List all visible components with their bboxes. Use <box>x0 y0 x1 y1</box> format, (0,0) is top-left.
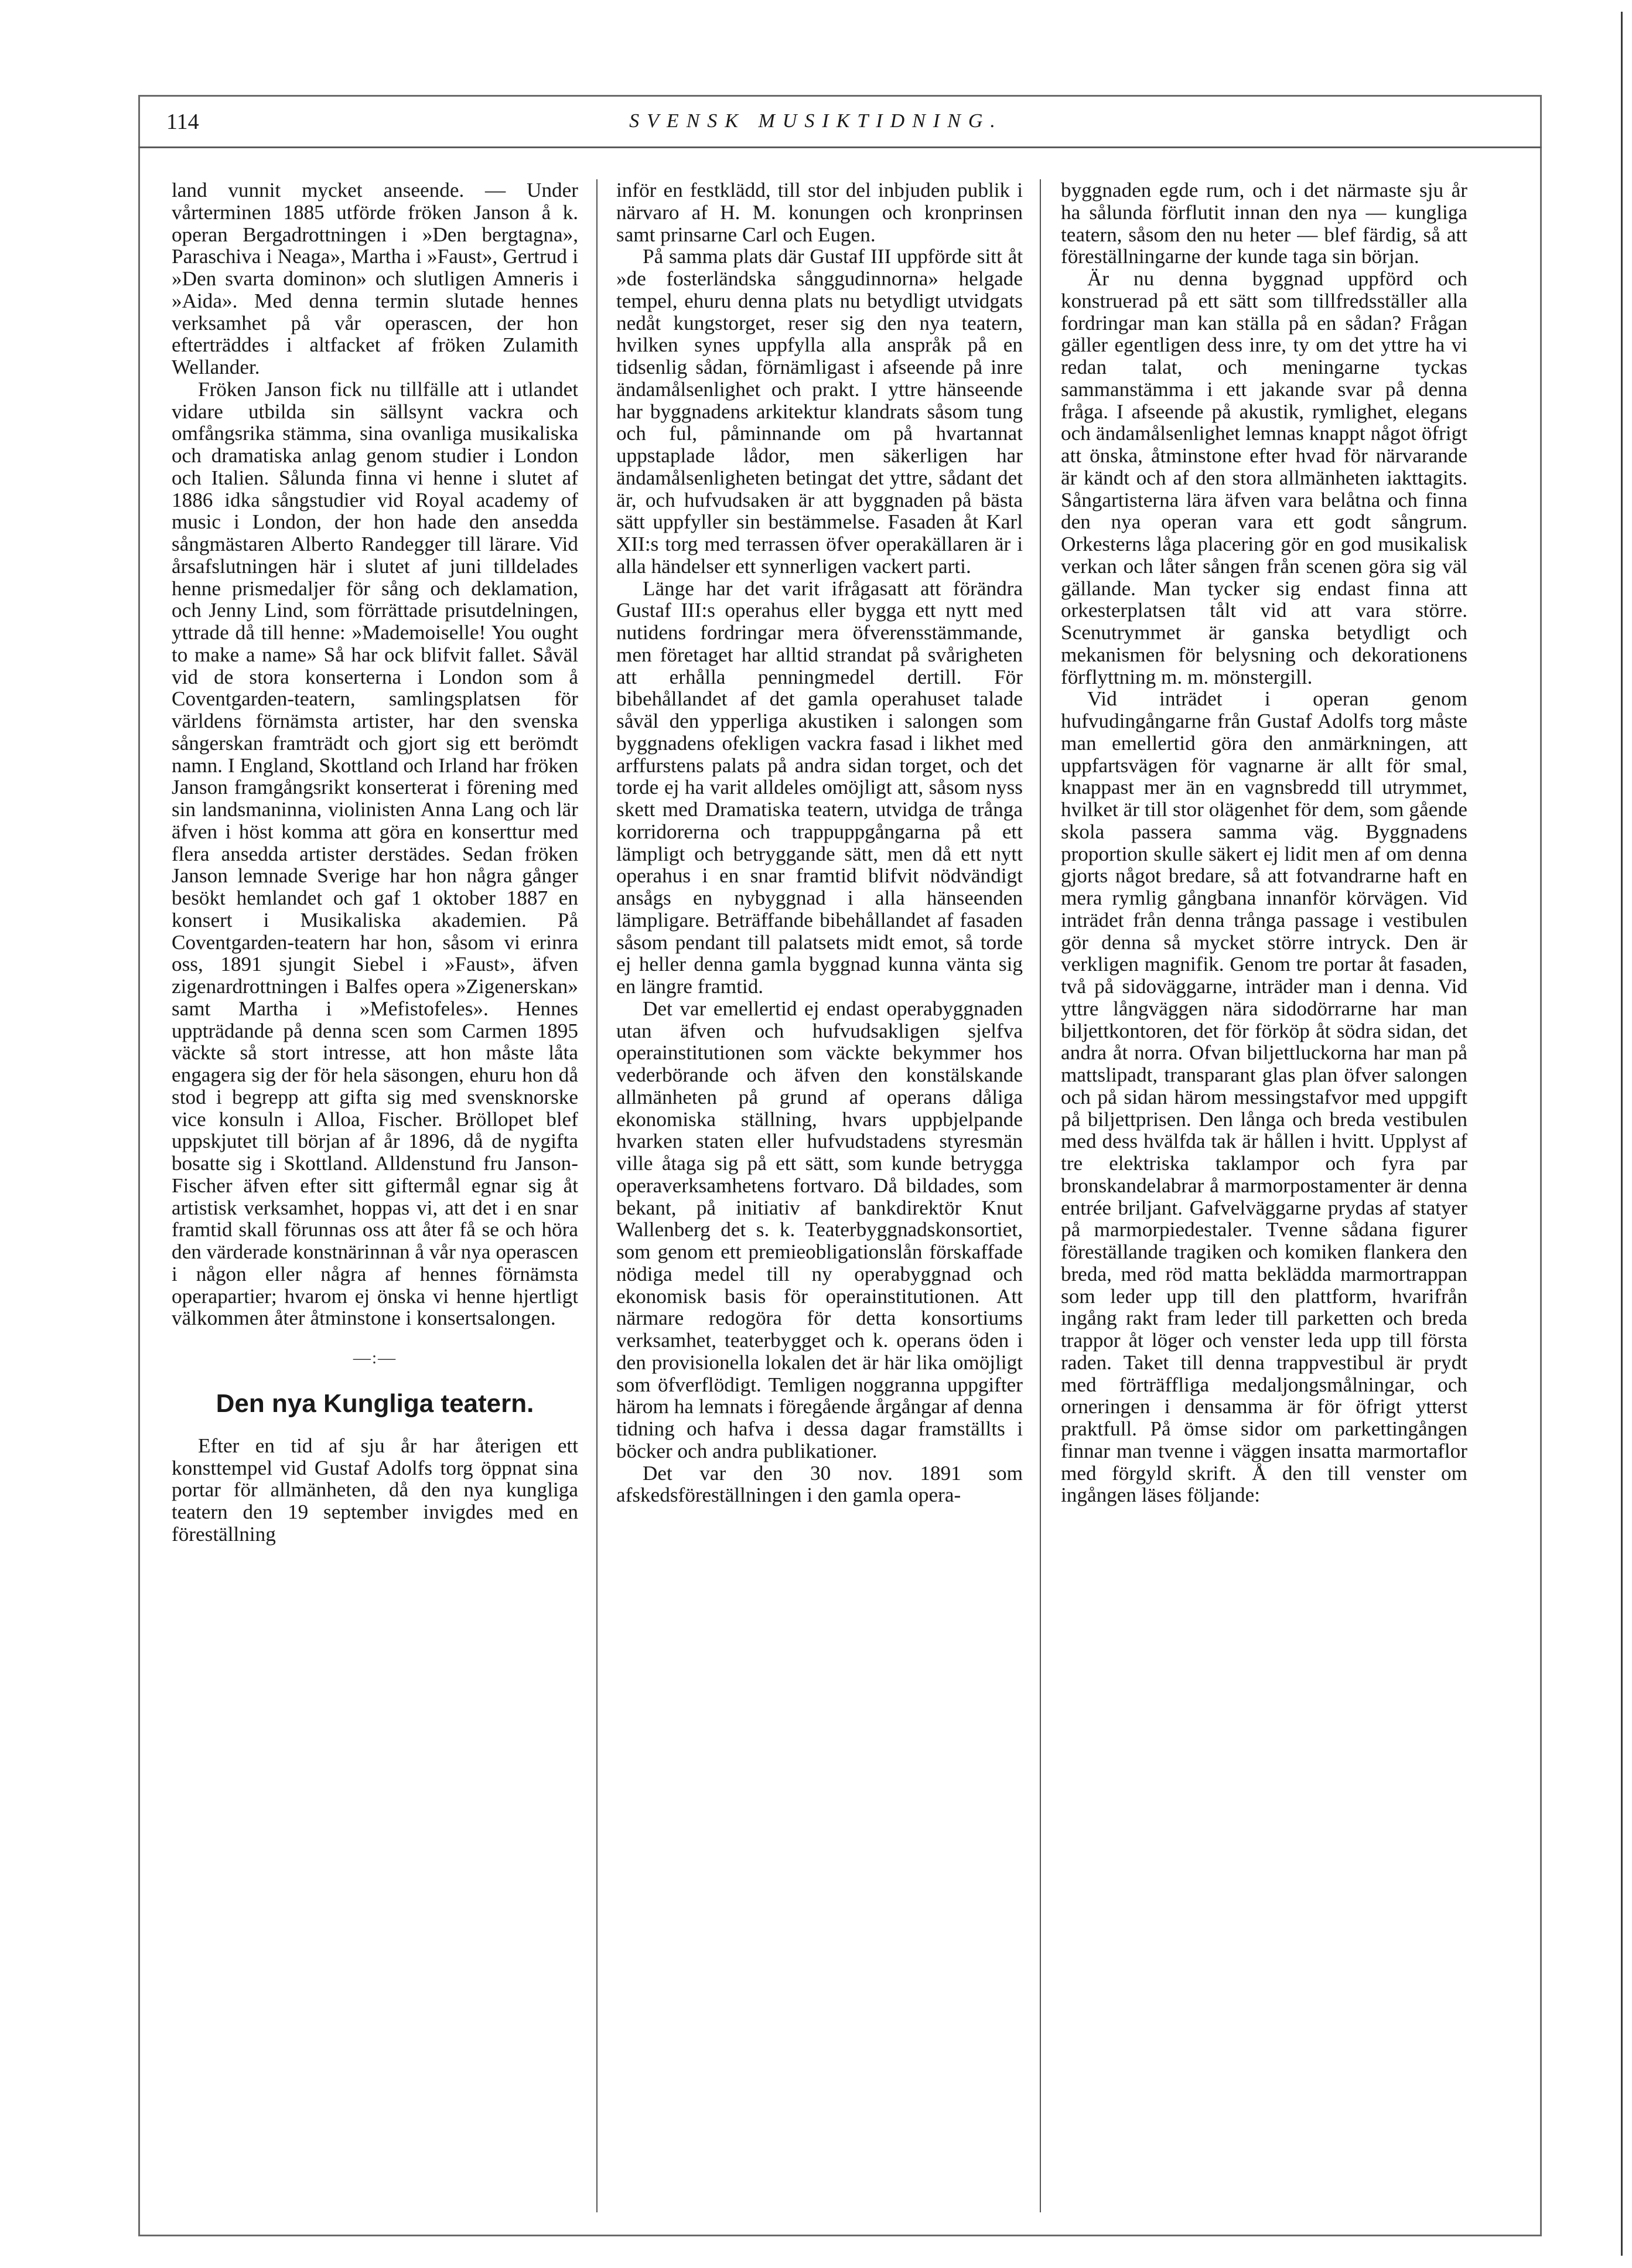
paragraph: inför en festklädd, till stor del inbjuden publik i närvaro af H. M. konungen och kronprinsen samt prinsarne Carl och Eugen. <box>616 179 1023 246</box>
column-rule <box>596 179 598 2212</box>
page-number: 114 <box>166 110 199 134</box>
article-title: Den nya Kungliga teatern. <box>216 1389 534 1418</box>
paragraph: Länge har det varit ifrågasatt att förändra Gustaf III:s operahus eller bygga ett nytt med nutidens fordringar mera öfverensstämmande, men företaget har alltid strandat på svårigheten att erhålla penningmedel dertill. För bibehållandet af det gamla operahuset talade såväl den ypperliga akustiken i salongen som byggnadens ofekligen vackra fasad i likhet med arffurstens palats på andra sidan torget, och det torde ej ha varit alldeles omöjligt att, såsom nyss skett med Dramatiska teatern, utvidga de trånga korridorerna och trappuppgångarna på ett lämpligt och betryggande sätt, men då ett nytt operahus i en snar framtid blifvit nödvändigt ansågs en nybyggnad i alla hänseenden lämpligare. Beträffande bibehållandet af fasaden såsom pendant till palatsets midt emot, så torde ej heller denna gamla byggnad kunna vänta sig en längre framtid. <box>616 577 1023 998</box>
column-2 <box>616 179 1023 1506</box>
header-rule <box>138 146 1542 148</box>
paragraph: Vid inträdet i operan genom hufvudingångarne från Gustaf Adolfs torg måste man emellertid göra den anmärkningen, att uppfartsvägen för vagnarne är allt för smal, knappast mer än en vagnsbredd till utrymmet, hvilket är till stor olägenhet för dem, som gående skola passera samma väg. Byggnadens proportion skulle säkert ej lidit men af om denna gjorts något bredare, så att fotvandrarne haft en mera rymlig gångbana innanför körvägen. Vid inträdet från denna trånga passage i vestibulen gör denna så mycket större intryck. Den är verkligen magnifik. Genom tre portar åt fasaden, två på sidoväggarne, inträder man i denna. Vid yttre långväggen nära sidodörrarne har man biljettkontoren, det för förköp åt södra sidan, det andra åt norra. Ofvan biljettluckorna har man på mattslipadt, transparant glas plan öfver salongen och på sidan härom messingstafvor med uppgift på biljettprisen. Den långa och breda vestibulen med dess hvälfda tak är hållen i hvitt. Upplyst af tre elektriska taklampor och fyra par bronskandelabrar å marmorpostamenter är denna entrée briljant. Gafvelväggarne prydas af statyer på marmorpiedestaler. Tvenne sådana figurer föreställande tragiken och komiken flankera den breda, med röd matta beklädda marmortrappan som leder upp till den plattform, hvarifrån ingång rakt fram leder till parketten och breda trappor åt löger och venster leda upp till första raden. Taket till denna trappvestibul är prydt med förträffliga medaljongsmålningar, och orneringen i densamma är för öfrigt ytterst praktfull. På ömse sidor om parkettingången finnar man tvenne i väggen insatta marmortaflor med förgyld skrift. Å den till venster om ingången läses följande: <box>1061 687 1467 1507</box>
column-1 <box>172 179 578 1546</box>
paragraph: Är nu denna byggnad uppförd och konstruerad på ett sätt som tillfredsställer alla fordringar man kan ställa på en sådan? Frågan gäller egentligen dess inre, ty om det yttre ha vi redan talat, och meningarne tyckas sammanstämma i ett jakande svar på denna fråga. I afseende på akustik, rymlighet, elegans och ändamålsenlighet lemnas knappt något öfrigt att önska, åtminstone efter hvad för närvarande är kändt och af den stora allmänheten iakttagits. Sångartisterna lära äfven vara belåtna och finna den nya operan vara ett godt sångrum. Orkesterns låga placering gör en god musikalisk verkan och låter sången från scenen göra sig väl gällande. Man tycker sig endast finna att orkesterplatsen tålt vid att vara större. Scenutrymmet är ganska betydligt och mekanismen för belysning och dekorationens förflyttning m. m. mönstergill. <box>1061 267 1467 688</box>
section-divider: —:— <box>353 1348 397 1367</box>
column-rule <box>1040 179 1041 2212</box>
paragraph: Fröken Janson fick nu tillfälle att i utlandet vidare utbilda sin sällsynt vackra och omfångsrika stämma, sina ovanliga musikaliska och dramatiska anlag genom studier i London och Italien. Sålunda finna vi henne i slutet af 1886 idka sångstudier vid Royal academy of music i London, der hon hade den ansedda sångmästaren Alberto Randegger till lärare. Vid årsafslutningen här i slutet af juni tilldelades henne prismedaljer för sång och deklamation, och Jenny Lind, som förrättade prisutdelningen, yttrade då till henne: »Mademoiselle! You ought to make a name» Så har ock blifvit fallet. Såväl vid de stora konserterna i London som å Coventgarden-teatern, samlingsplatsen för världens förnämsta artister, har den svenska sångerskan framträdt och gjort sig ett berömdt namn. I England, Skottland och Irland har fröken Janson framgångsrikt konserterat i förening med sin landsmaninna, violinisten Anna Lang och lär äfven i höst komma att göra en konserttur med flera ansedda artister derstädes. Sedan fröken Janson lemnade Sverige har hon några gånger besökt hemlandet och gaf 1 oktober 1887 en konsert i Musikaliska akademien. På Coventgarden-teatern har hon, såsom vi erinra oss, 1891 sjungit Siebel i »Faust», äfven zigenardrottningen i Balfes opera »Zigenerskan» samt Martha i »Mefistofeles». Hennes uppträdande på denna scen som Carmen 1895 väckte så stort intresse, att hon måste låta engagera sig der för hela säsongen, ehuru hon då stod i begrepp att gifta sig med svensknorske vice konsuln i Alloa, Fischer. Bröllopet blef uppskjutet till början af år 1896, då de nygifta bosatte sig i Skottland. Alldenstund fru Janson-Fischer äfven efter sitt giftermål egnar sig åt artistisk verksamhet, hoppas vi, att det i en snar framtid skall förunnas oss att åter få se och höra den värderade konstnärinnan å vår nya operascen i någon eller några af hennes förnämsta operapartier; hvarom ej önska vi henne hjertligt välkommen åter åtminstone i konsertsalongen. <box>172 377 578 1330</box>
paragraph: Det var den 30 nov. 1891 som afskedsföreställningen i den gamla opera- <box>616 1461 1023 1507</box>
page-edge-line <box>1621 12 1623 2256</box>
column-3 <box>1061 179 1467 1506</box>
paragraph: land vunnit mycket anseende. — Under vårterminen 1885 utförde fröken Janson å k. operan Bergadrottningen i »Den bergtagna», Paraschiva i Neaga», Martha i »Faust», Gertrud i »Den svarta dominon» och slutligen Amneris i »Aida». Med denna termin slutade hennes verksamhet på vår operascen, der hon efterträddes i altfacket af fröken Zulamith Wellander. <box>172 179 578 378</box>
running-title: SVENSK MUSIKTIDNING. <box>629 110 1003 132</box>
paragraph: byggnaden egde rum, och i det närmaste sju år ha sålunda förflutit innan den nya — kungliga teatern, såsom den nu heter — blef färdig, så att föreställningarne der kunde taga sin början. <box>1061 179 1467 268</box>
paragraph: Efter en tid af sju år har återigen ett konsttempel vid Gustaf Adolfs torg öppnat sina portar för allmänheten, då den nya kungliga teatern den 19 september invigdes med en föreställning <box>172 1434 578 1546</box>
paragraph: Det var emellertid ej endast operabyggnaden utan äfven och hufvudsakligen sjelfva operainstitutionen som väckte bekymmer hos vederbörande och äfven den konstälskande allmänheten på grund af operans dåliga ekonomiska ställning, hvars uppbjelpande hvarken staten eller hufvudstadens styresmän ville åtaga sig på ett sätt, som kunde betrygga operaverksamhetens fortvaro. Då bildades, som bekant, på initiativ af bankdirektör Knut Wallenberg det s. k. Teaterbyggnadskonsortiet, som genom ett premieobligationslån förskaffade nödiga medel till ny operabyggnad och ekonomisk basis för operainstitutionen. Att närmare redogöra för detta konsortiums verksamhet, teaterbygget och k. operans öden i den provisionella lokalen det är här lika omöjligt som öfverflödigt. Temligen noggranna uppgifter härom ha lemnats i föregående årgångar af denna tidning och hafva i dessa dagar framställts i böcker och andra publikationer. <box>616 997 1023 1462</box>
paragraph: På samma plats där Gustaf III uppförde sitt åt »de fosterländska sånggudinnorna» helgade tempel, ehuru denna plats nu betydligt utvidgats nedåt kungstorget, reser sig den nya teatern, hvilken synes uppfylla alla anspråk på en tidsenlig sådan, förnämligast i afseende på inre ändamålsenlighet och prakt. I yttre hänseende har byggnadens arkitektur klandrats såsom tung och ful, påminnande om på hvartannat uppstaplade lådor, men säkerligen har ändamålsenligheten betingat det yttre, sådant det är, och hufvudsaken är att byggnaden på bästa sätt uppfyller sin bestämmelse. Fasaden åt Karl XII:s torg med terrassen öfver operakällaren är i alla händelser ett synnerligen vackert parti. <box>616 245 1023 578</box>
